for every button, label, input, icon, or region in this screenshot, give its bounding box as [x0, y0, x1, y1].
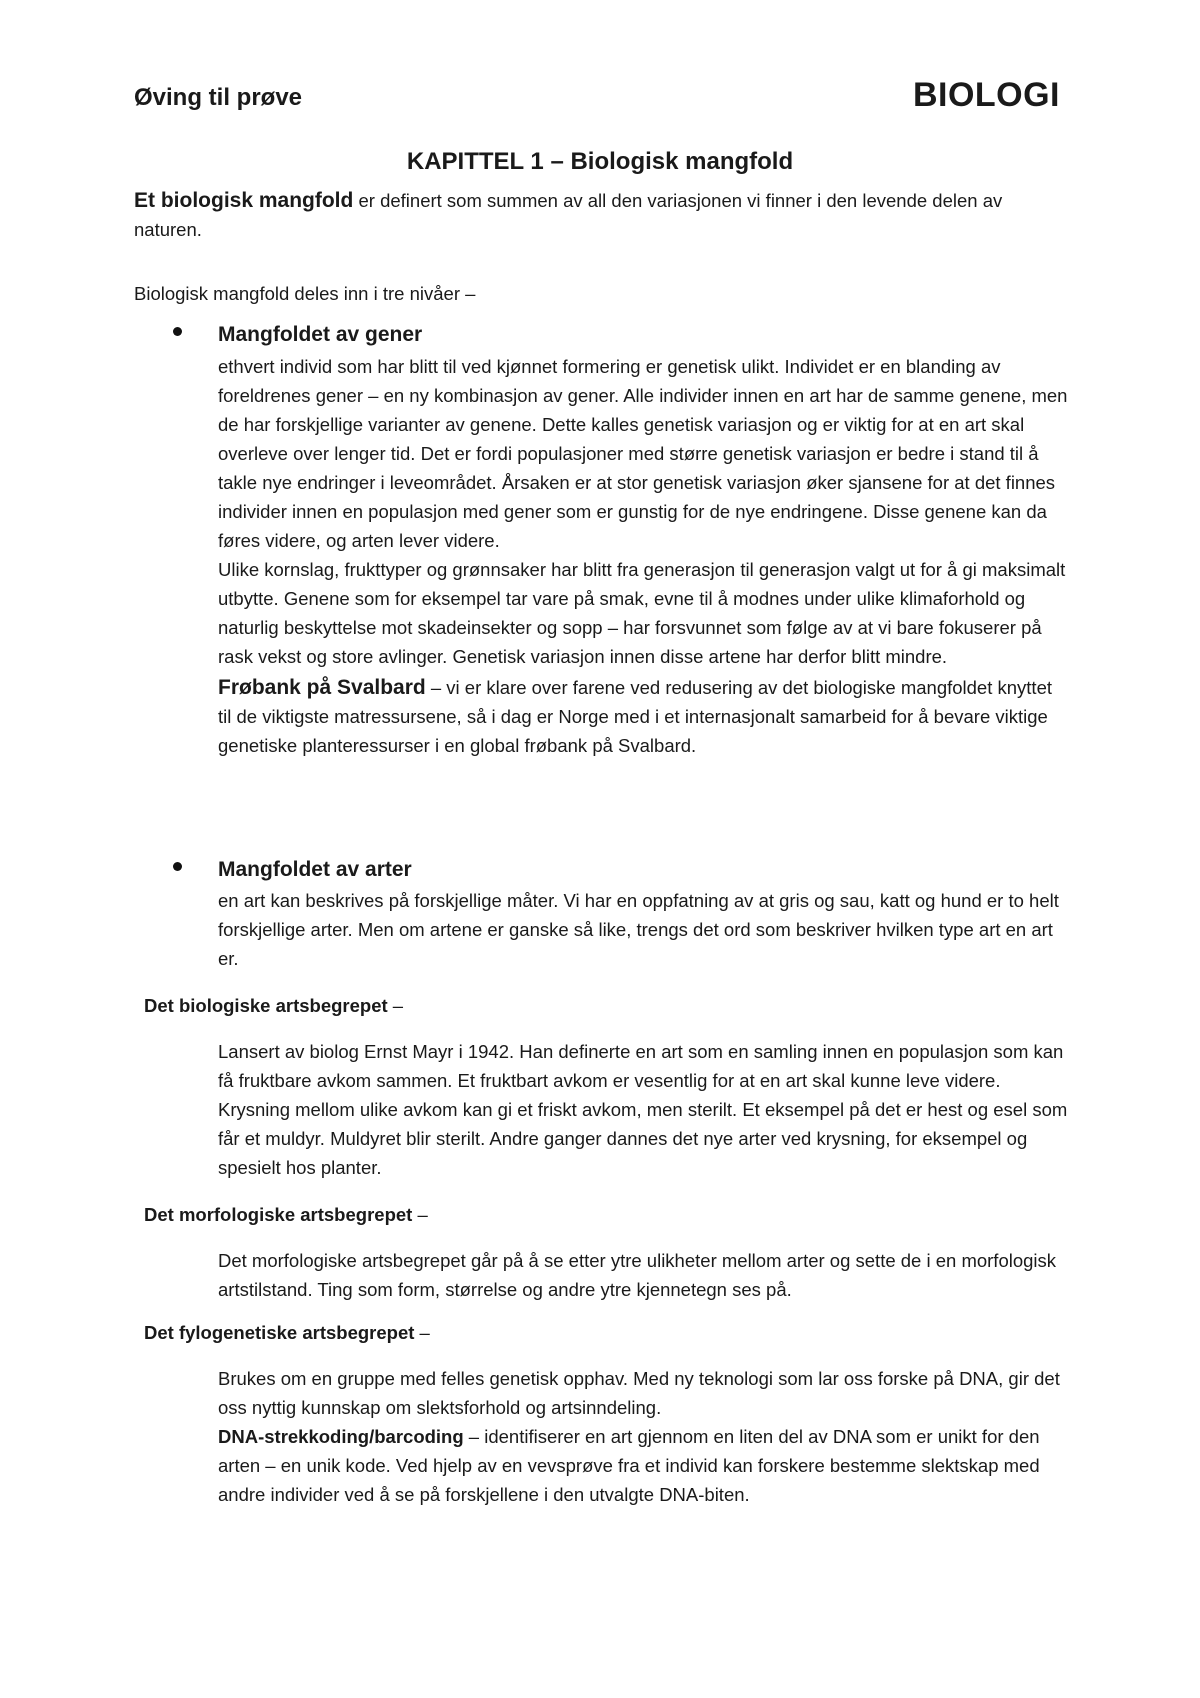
dna-barcoding-text: – identifiserer en art gjennom en liten del av DNA som er unikt for den arten – en unik kode. Ved hjelp av en vevsprøve fra et individ kan forskere bestemme slektskap med andre individer ved å se på forskjellene i den utvalgte DNA-biten. — [218, 1426, 1040, 1505]
svalbard-text: – vi er klare over farene ved redusering av det biologiske mangfoldet knyttet til de viktigste matressursene, så i dag er Norge med i et internasjonalt samarbeid for å bevare viktige genetiske planteressurser i en global frøbank på Svalbard. — [218, 677, 1052, 756]
genes-heading: Mangfoldet av gener — [218, 323, 423, 346]
bio-concept-text: Lansert av biolog Ernst Mayr i 1942. Han definerte en art som en samling innen en populasjon som kan få fruktbare avkom sammen. Et fruktbart avkom er vesentlig for at en art skal kunne leve videre. Krysning mellom ulike avkom kan gi et friskt avkom, men sterilt. Et eksempel på det er hest og esel som får et muldyr. Muldyret blir sterilt. Andre ganger dannes det nye arter ved krysning, for eksempel og spesielt hos planter. — [218, 1041, 1068, 1178]
dna-barcoding-term: DNA-strekkoding/barcoding — [218, 1426, 464, 1447]
header-left: Øving til prøve — [134, 84, 303, 111]
svalbard-term: Frøbank på Svalbard — [218, 676, 426, 699]
genes-section — [218, 352, 1068, 760]
species-paragraph: en art kan beskrives på forskjellige måter. Vi har en oppfatning av at gris og sau, katt og hund er to helt forskjellige arter. Men om artene er ganske så like, trengs det ord som beskriver hvilken type art en art er. — [218, 890, 1059, 969]
dna-barcoding-paragraph — [218, 1422, 1068, 1509]
bio-concept-heading: Det biologiske artsbegrepet – — [144, 995, 404, 1016]
morph-concept-text: Det morfologiske artsbegrepet går på å se etter ytre ulikheter mellom arter og sette de i en morfologisk artstilstand. Ting som form, størrelse og andre ytre kjennetegn ses på. — [218, 1250, 1057, 1300]
phylo-concept-text: Brukes om en gruppe med felles genetisk opphav. Med ny teknologi som lar oss forske på DNA, gir det oss nyttig kunnskap om slektsforhold og artsinndeling. — [218, 1368, 1060, 1418]
intro-term: Et biologisk mangfold — [134, 189, 354, 212]
svalbard-paragraph — [218, 673, 1068, 760]
genes-paragraph-1: ethvert individ som har blitt til ved kjønnet formering er genetisk ulikt. Individet er en blanding av foreldrenes gener – en ny kombinasjon av gener. Alle individer innen en art har de samme genene, men de har forskjellige varianter av genene. Dette kalles genetisk variasjon og er viktig for at en art skal overleve over lenger tid. Det er fordi populasjoner med større genetisk variasjon er bedre i stand til å takle nye endringer i leveområdet. Årsaken er at stor genetisk variasjon øker sjansene for at det finnes individer innen en populasjon med gener som er gunstig for de nye endringene. Disse genene kan da føres videre, og arten lever videre. — [218, 356, 1068, 551]
species-heading: Mangfoldet av arter — [218, 858, 412, 881]
chapter-title: KAPITTEL 1 – Biologisk mangfold — [406, 148, 794, 175]
morph-concept-heading: Det morfologiske artsbegrepet – — [144, 1204, 428, 1225]
intro-paragraph — [134, 186, 1064, 244]
genes-paragraph-2: Ulike kornslag, frukttyper og grønnsaker har blitt fra generasjon til generasjon valgt ut for å gi maksimalt utbytte. Genene som for eksempel tar vare på smak, evne til å modnes under ulike klimaforhold og naturlig beskyttelse mot skadeinsekter og sopp – har forsvunnet som følge av at vi bare fokuserer på rask vekst og store avlinger. Genetisk variasjon innen disse artene har derfor blitt mindre. — [218, 559, 1066, 667]
phylo-concept-heading: Det fylogenetiske artsbegrepet – — [144, 1322, 430, 1343]
phylo-concept-section — [218, 1364, 1068, 1509]
intro-text: er definert som summen av all den variasjonen vi finner i den levende delen av naturen. — [134, 190, 1003, 240]
bullet-icon — [173, 862, 182, 871]
header-subject: BIOLOGI — [912, 76, 1060, 114]
levels-intro: Biologisk mangfold deles inn i tre nivåer – — [134, 283, 476, 304]
bullet-icon — [173, 327, 182, 336]
